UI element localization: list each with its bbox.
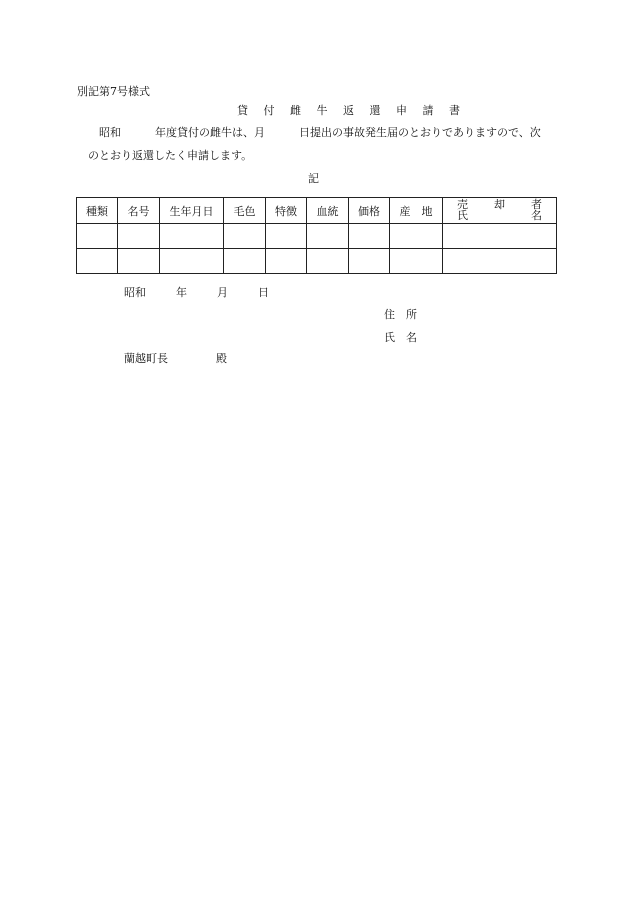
body-text-line-1: [99, 127, 541, 138]
addressee-honorific: 殿: [216, 352, 227, 365]
table-cell[interactable]: [77, 224, 118, 249]
table-cell[interactable]: [443, 249, 557, 274]
address-label: 住 所: [384, 308, 417, 321]
seller-head-char: 氏: [457, 209, 468, 222]
table-cell[interactable]: [390, 224, 443, 249]
table-row: [77, 249, 557, 274]
table-cell[interactable]: [443, 224, 557, 249]
seller-head-char: 名: [531, 209, 542, 222]
table-cell[interactable]: [224, 224, 266, 249]
seller-head-char: 者: [531, 198, 542, 211]
seller-head-char: 却: [494, 198, 505, 211]
seller-head-char: 売: [457, 198, 468, 211]
table-cell[interactable]: [349, 249, 390, 274]
date-year: 年: [176, 286, 187, 299]
table-cell[interactable]: [307, 224, 349, 249]
body-part-1: 年度貸付の雌牛は、月: [155, 126, 265, 139]
header-birth-date: 生年月日: [160, 198, 224, 224]
header-seller-name: [443, 198, 557, 224]
table-cell[interactable]: [160, 224, 224, 249]
header-registered-name: 名号: [118, 198, 160, 224]
header-type: 種類: [77, 198, 118, 224]
header-origin: 産 地: [390, 198, 443, 224]
table-cell[interactable]: [160, 249, 224, 274]
date-day: 日: [258, 286, 269, 299]
addressee-mayor: 蘭越町長: [124, 352, 168, 365]
table-cell[interactable]: [77, 249, 118, 274]
table-cell[interactable]: [118, 224, 160, 249]
table-cell[interactable]: [390, 249, 443, 274]
body-part-2: 日提出の事故発生届のとおりでありますので、次: [299, 126, 541, 139]
header-features: 特徴: [266, 198, 307, 224]
header-coat-color: 毛色: [224, 198, 266, 224]
table-cell[interactable]: [118, 249, 160, 274]
table-cell[interactable]: [349, 224, 390, 249]
date-month: 月: [217, 286, 228, 299]
header-pedigree: 血統: [307, 198, 349, 224]
table-cell[interactable]: [266, 249, 307, 274]
body-era: 昭和: [99, 126, 121, 139]
ki-heading: 記: [308, 172, 319, 185]
addressee-line: [124, 353, 227, 364]
date-line: [124, 287, 269, 298]
table-cell[interactable]: [224, 249, 266, 274]
header-price: 価格: [349, 198, 390, 224]
name-label: 氏 名: [384, 331, 417, 344]
table-cell[interactable]: [307, 249, 349, 274]
table-cell[interactable]: [266, 224, 307, 249]
document-title: 貸 付 雌 牛 返 還 申 請 書: [237, 104, 466, 117]
date-era: 昭和: [124, 286, 146, 299]
table-header-row: [77, 198, 557, 224]
record-table: [76, 197, 557, 274]
table-row: [77, 224, 557, 249]
body-text-line-2: のとおり返還したく申請します。: [88, 149, 253, 162]
form-label: 別記第7号様式: [77, 85, 150, 98]
